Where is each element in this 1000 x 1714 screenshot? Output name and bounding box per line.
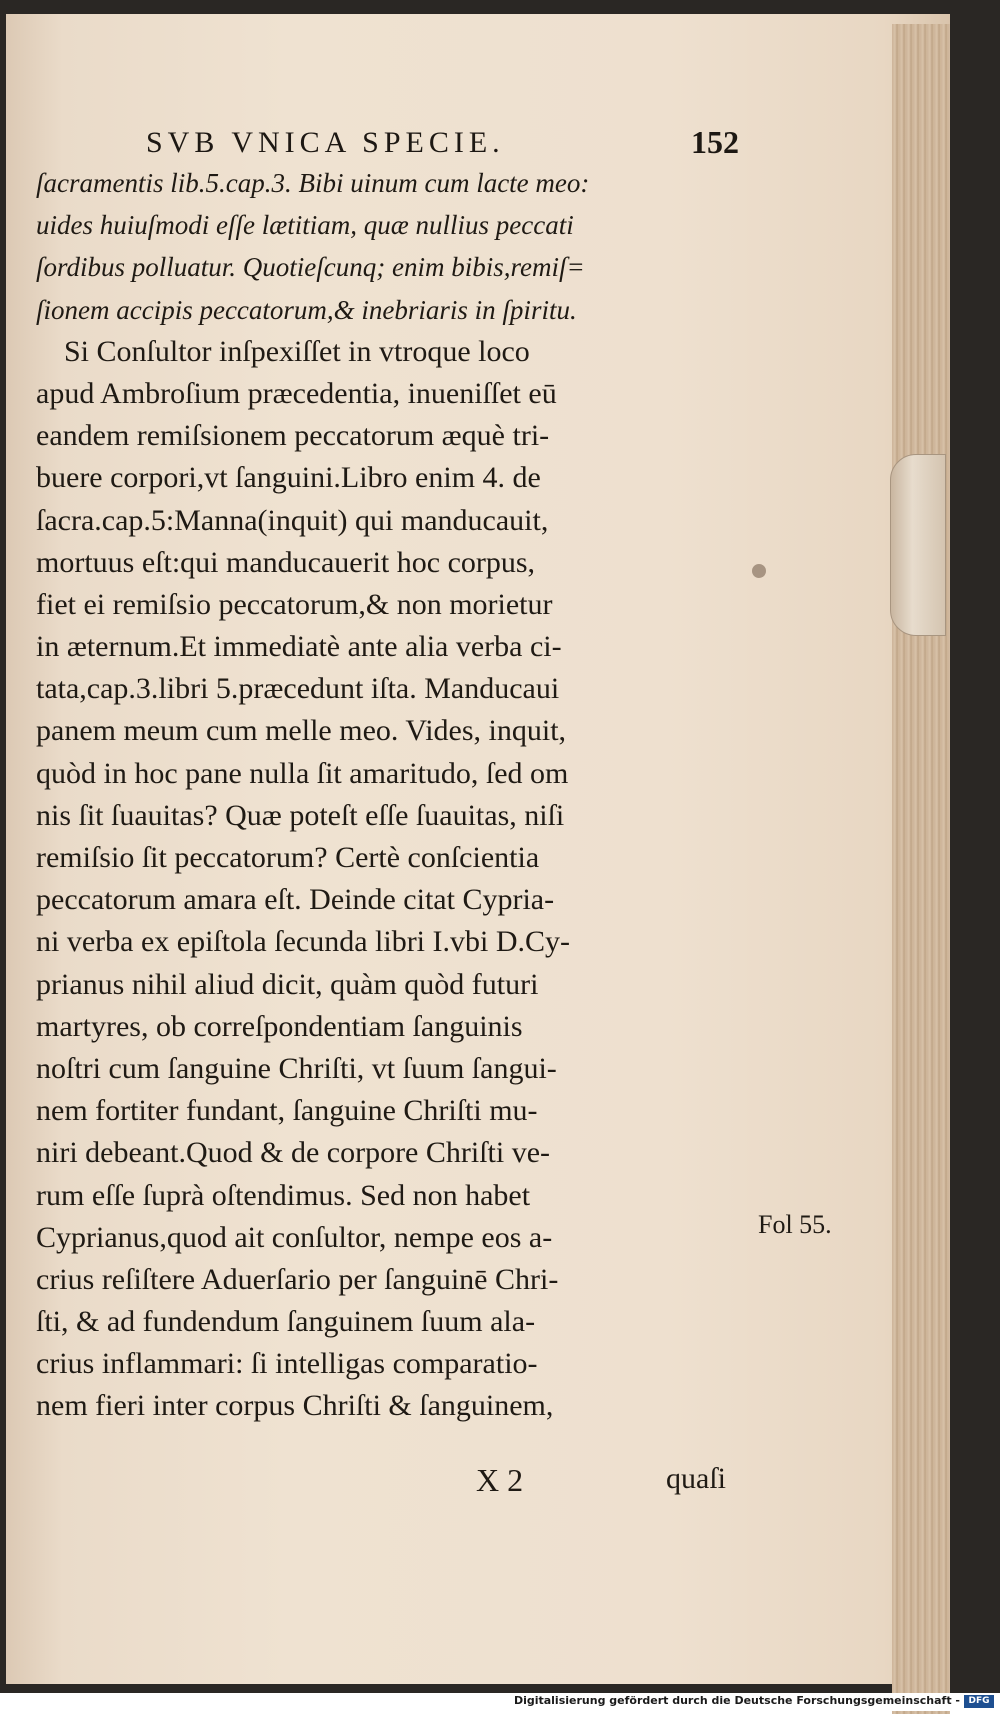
text-line: in æternum.Et immediatè ante alia verba ci- <box>36 630 562 664</box>
catchword: quaſi <box>666 1462 726 1495</box>
page-clip-tab <box>890 454 946 636</box>
text-line: martyres, ob correſpondentiam ſanguinis <box>36 1009 523 1043</box>
body-text <box>36 162 756 1428</box>
text-line: ni verba ex epiſtola ſecunda libri I.vbi D.Cy- <box>36 925 571 959</box>
digitization-notice: Digitalisierung gefördert durch die Deutsche Forschungsgemeinschaft - <box>513 1694 960 1707</box>
page-edges <box>892 24 950 1714</box>
text-line: rum eſſe ſuprà oſtendimus. Sed non habet <box>36 1178 531 1212</box>
text-line: nem fieri inter corpus Chriſti & ſanguinem, <box>36 1389 554 1423</box>
book-page <box>6 14 950 1684</box>
text-line: quòd in hoc pane nulla ſit amaritudo, ſed om <box>36 756 569 790</box>
text-line: panem meum cum melle meo. Vides, inquit, <box>36 714 567 748</box>
page-footer-line <box>476 1462 776 1508</box>
page-number: 152 <box>691 124 739 160</box>
text-line: crius inflammari: ſi intelligas comparatio- <box>36 1347 538 1381</box>
text-line: prianus nihil aliud dicit, quàm quòd futuri <box>36 967 539 1001</box>
text-line: ſionem accipis peccatorum,& inebriaris in ſpiritu. <box>36 294 577 325</box>
text-line: ſacramentis lib.5.cap.3. Bibi uinum cum lacte meo: <box>36 168 590 198</box>
text-line: nis ſit ſuauitas? Quæ poteſt eſſe ſuauitas, niſi <box>36 798 565 832</box>
text-line: eandem remiſsionem peccatorum æquè tri- <box>36 419 550 453</box>
text-line: apud Ambroſium præcedentia, inueniſſet eū <box>36 376 557 410</box>
text-line: remiſsio ſit peccatorum? Certè conſcientia <box>36 841 540 874</box>
dfg-logo: DFG <box>964 1695 994 1708</box>
text-line: ſti, & ad fundendum ſanguinem ſuum ala- <box>36 1305 536 1339</box>
text-line: peccatorum amara eſt. Deinde citat Cypria- <box>36 883 555 917</box>
signature-mark: X 2 <box>476 1462 524 1498</box>
text-line: niri debeant.Quod & de corpore Chriſti ve- <box>36 1136 551 1170</box>
text-line: ſacra.cap.5:Manna(inquit) qui manducauit, <box>36 503 549 537</box>
margin-note: Fol 55. <box>758 1210 832 1239</box>
text-line: nem fortiter fundant, ſanguine Chriſti mu- <box>36 1094 538 1128</box>
text-line: tata,cap.3.libri 5.præcedunt iſta. Manducaui <box>36 672 560 706</box>
text-line: fiet ei remiſsio peccatorum,& non morietur <box>36 587 553 621</box>
text-line: noſtri cum ſanguine Chriſti, vt ſuum ſangui- <box>36 1051 557 1085</box>
text-line: Cyprianus,quod ait conſultor, nempe eos a- <box>36 1220 553 1254</box>
text-line: mortuus eſt:qui manducauerit hoc corpus, <box>36 545 536 579</box>
page-header <box>146 126 746 166</box>
text-line: ſordibus polluatur. Quotieſcunq; enim bibis,remiſ= <box>36 252 585 283</box>
text-line: buere corpori,vt ſanguini.Libro enim 4. de <box>36 461 541 495</box>
text-line: Si Conſultor inſpexiſſet in vtroque loco <box>64 334 530 368</box>
text-line: crius reſiſtere Aduerſario per ſanguinē Chri- <box>36 1262 559 1296</box>
text-line: uides huiuſmodi eſſe lætitiam, quæ nullius peccati <box>36 210 574 241</box>
running-title: SVB VNICA SPECIE. <box>146 126 505 159</box>
